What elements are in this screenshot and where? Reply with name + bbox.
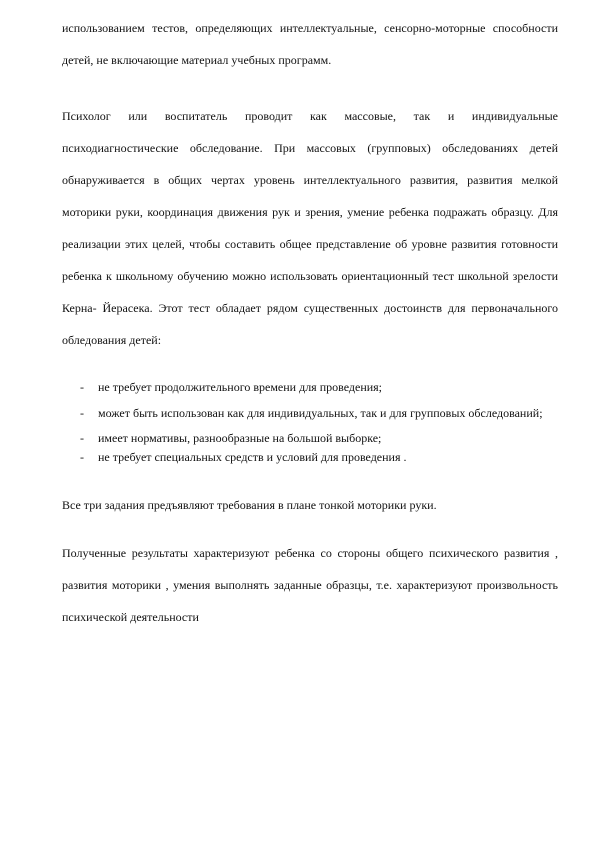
paragraph-psychologist: Психолог или воспитатель проводит как массовые, так и индивидуальные психодиагностические обследование. При массовых (групповых) обследованиях детей обнаруживается в общих чертах уровень интеллектуального развития, развития мелкой моторики руки, координация движения рук и зрения, умение ребенка подражать образцу. Для реализации этих целей, чтобы составить общее представление об уровне развития готовности ребенка к школьному обучению можно использовать ориентационный тест школьной зрелости Керна- Йерасека. Этот тест обладает рядом существенных достоинств для первоначального обледования детей: bbox=[62, 109, 558, 347]
list-item bbox=[62, 397, 558, 429]
advantages-list bbox=[62, 378, 558, 467]
list-item-text: не требует специальных средств и условий для проведения . bbox=[98, 450, 407, 464]
list-item-text: может быть использован как для индивидуальных, так и для групповых обследований; bbox=[98, 406, 543, 420]
bullet-dash: - bbox=[80, 406, 84, 420]
document-page bbox=[62, 12, 558, 633]
paragraph-tasks: Все три задания предъявляют требования в плане тонкой моторики руки. bbox=[62, 498, 437, 512]
list-item-text: не требует продолжительного времени для проведения; bbox=[98, 380, 383, 394]
paragraph-results: Полученные результаты характеризуют ребенка со стороны общего психического развития , развития моторики , умения выполнять заданные образцы, т.е. характеризуют произвольность психической деятельности bbox=[62, 546, 558, 624]
bullet-dash: - bbox=[80, 380, 84, 394]
list-item bbox=[62, 448, 558, 467]
bullet-dash: - bbox=[80, 431, 84, 445]
bullet-dash: - bbox=[80, 450, 84, 464]
list-item-text: имеет нормативы, разнообразные на большой выборке; bbox=[98, 431, 382, 445]
paragraph-intro-continuation: использованием тестов, определяющих интеллектуальные, сенсорно-моторные способности детей, не включающие материал учебных программ. bbox=[62, 21, 558, 67]
list-item bbox=[62, 429, 558, 448]
list-item bbox=[62, 378, 558, 397]
